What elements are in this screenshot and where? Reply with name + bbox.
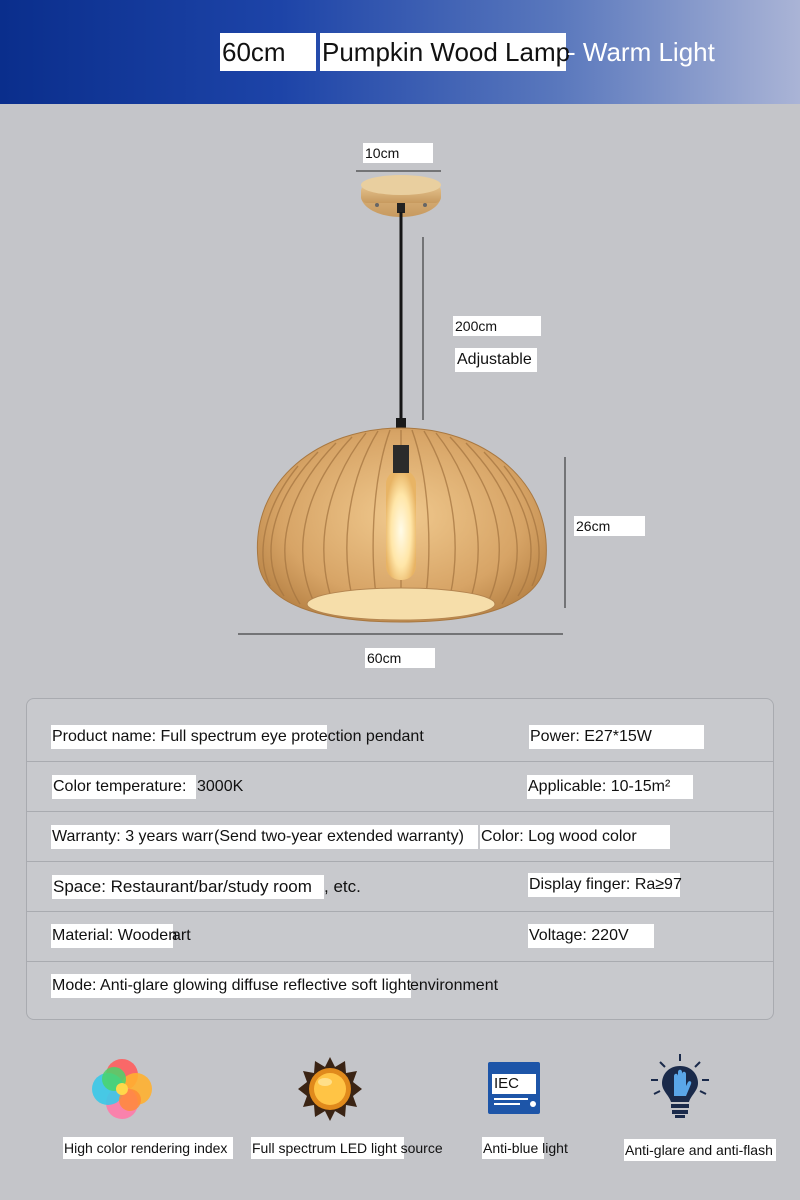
spec-voltage: Voltage: 220V [528,924,654,948]
spec-material-suffix: art [172,927,191,944]
spec-row [27,911,773,962]
shade-height-label: 26cm [574,516,645,536]
spec-product-name: Product name: Full spectrum eye protection pendant [51,725,327,749]
feature-label-anti-glare: Anti-glare and anti-flash [624,1139,776,1161]
specification-table [26,698,774,1020]
feature-label-full-spectrum: Full spectrum LED light source [251,1137,404,1159]
canopy-width-label: 10cm [363,143,433,163]
spec-row [27,811,773,862]
spec-row [27,861,773,912]
iec-certificate-icon [488,1062,540,1114]
title-product-name: Pumpkin Wood Lamp [320,33,566,71]
spec-warranty-extended: (Send two-year extended warranty) [213,825,478,849]
spec-power: Power: E27*15W [529,725,704,749]
pendant-lamp-illustration [0,104,800,684]
title-subtitle: - Warm Light [567,37,715,67]
spec-display-finger: Display finger: Ra≥97 [528,873,680,897]
cord-adjustable-label: Adjustable [455,348,537,372]
spec-row [27,961,773,1011]
spec-row [27,761,773,812]
spec-color-temperature-label: Color temperature: [52,775,196,799]
feature-label-anti-blue: Anti-blue light [482,1137,544,1159]
shade-width-label: 60cm [365,648,435,668]
spec-warranty: Warranty: 3 years warr [51,825,213,849]
spec-row [27,711,773,762]
spec-color-temperature-value: 3000K [197,778,244,795]
spec-space: Space: Restaurant/bar/study room [52,875,324,899]
spec-mode: Mode: Anti-glare glowing diffuse reflective soft light [51,974,411,998]
hand-bulb-icon [648,1052,712,1120]
spec-space-suffix: , etc. [324,877,361,896]
header-banner [0,0,800,104]
cord-length-label: 200cm [453,316,541,336]
spec-material: Material: Wooden [51,924,173,948]
color-wheel-icon [87,1054,157,1124]
title-size: 60cm [220,33,316,71]
sun-icon [297,1056,363,1122]
iec-badge-text: IEC [492,1074,536,1094]
spec-mode-suffix: environment [410,977,499,994]
feature-label-color-rendering: High color rendering index [63,1137,233,1159]
spec-applicable: Applicable: 10-15m² [527,775,693,799]
spec-color: Color: Log wood color [480,825,670,849]
